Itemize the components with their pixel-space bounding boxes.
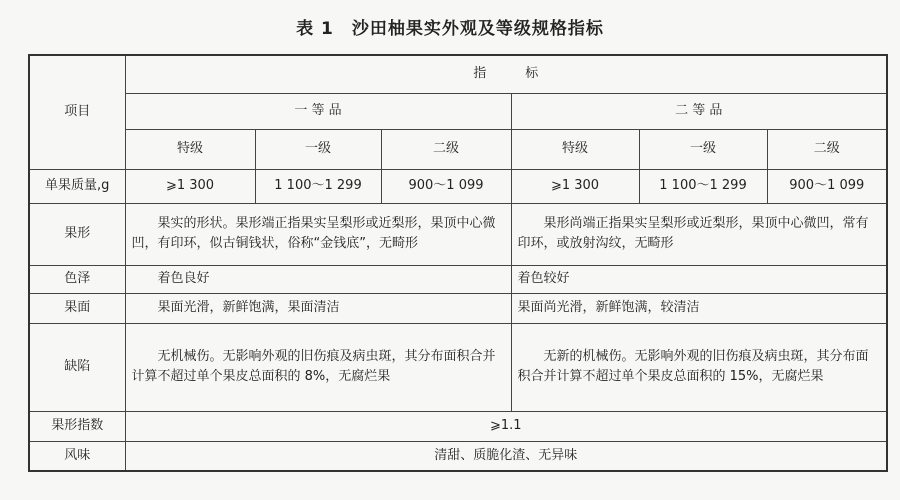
table-cell: 900～1 099 bbox=[381, 169, 511, 203]
table-cell: ⩾1 300 bbox=[511, 169, 639, 203]
row-shape bbox=[29, 203, 887, 265]
header-row-grades bbox=[29, 129, 887, 169]
grade-header-cell: 一级 bbox=[639, 129, 767, 169]
table-cell: 1 100～1 299 bbox=[639, 169, 767, 203]
grade-spec-table bbox=[28, 54, 888, 472]
row-label: 单果质量,g bbox=[29, 169, 125, 203]
row-surface bbox=[29, 293, 887, 323]
row-shape-index bbox=[29, 411, 887, 441]
grade-header-cell: 二级 bbox=[381, 129, 511, 169]
grade-header-cell: 特级 bbox=[125, 129, 255, 169]
table-cell: ⩾1.1 bbox=[125, 411, 887, 441]
table-cell: 果面尚光滑，新鲜饱满，较清洁 bbox=[511, 293, 887, 323]
table-cell: ⩾1 300 bbox=[125, 169, 255, 203]
grade-header-cell: 二级 bbox=[767, 129, 887, 169]
header-row-1 bbox=[29, 55, 887, 93]
row-label: 果面 bbox=[29, 293, 125, 323]
row-defect bbox=[29, 323, 887, 411]
table-cell: 清甜、质脆化渣、无异味 bbox=[125, 441, 887, 471]
row-color bbox=[29, 265, 887, 293]
row-label: 果形指数 bbox=[29, 411, 125, 441]
table-cell: 着色良好 bbox=[125, 265, 511, 293]
table-cell: 无新的机械伤。无影响外观的旧伤痕及病虫斑，其分布面积合并计算不超过单个果皮总面积的 15%，无腐烂果 bbox=[511, 323, 887, 411]
row-label: 风味 bbox=[29, 441, 125, 471]
header-second-class: 二 等 品 bbox=[511, 93, 887, 129]
table-cell: 着色较好 bbox=[511, 265, 887, 293]
table-cell: 果实的形状。果形端正指果实呈梨形或近梨形，果顶中心微凹，有印环，似古铜钱状，俗称“金钱底”，无畸形 bbox=[125, 203, 511, 265]
header-item: 项目 bbox=[29, 55, 125, 169]
row-label: 色泽 bbox=[29, 265, 125, 293]
row-label: 缺陷 bbox=[29, 323, 125, 411]
grade-header-cell: 特级 bbox=[511, 129, 639, 169]
row-label: 果形 bbox=[29, 203, 125, 265]
table-cell: 1 100～1 299 bbox=[255, 169, 381, 203]
row-flavor bbox=[29, 441, 887, 471]
header-row-2 bbox=[29, 93, 887, 129]
row-mass bbox=[29, 169, 887, 203]
table-cell: 900～1 099 bbox=[767, 169, 887, 203]
header-first-class: 一 等 品 bbox=[125, 93, 511, 129]
table-cell: 果面光滑，新鲜饱满，果面清洁 bbox=[125, 293, 511, 323]
table-cell: 无机械伤。无影响外观的旧伤痕及病虫斑，其分布面积合并计算不超过单个果皮总面积的 8%，无腐烂果 bbox=[125, 323, 511, 411]
grade-header-cell: 一级 bbox=[255, 129, 381, 169]
header-indicator: 指 标 bbox=[125, 55, 887, 93]
table-cell: 果形尚端正指果实呈梨形或近梨形，果顶中心微凹，常有印环，或放射沟纹，无畸形 bbox=[511, 203, 887, 265]
table-title: 表 1 沙田柚果实外观及等级规格指标 bbox=[296, 19, 604, 39]
